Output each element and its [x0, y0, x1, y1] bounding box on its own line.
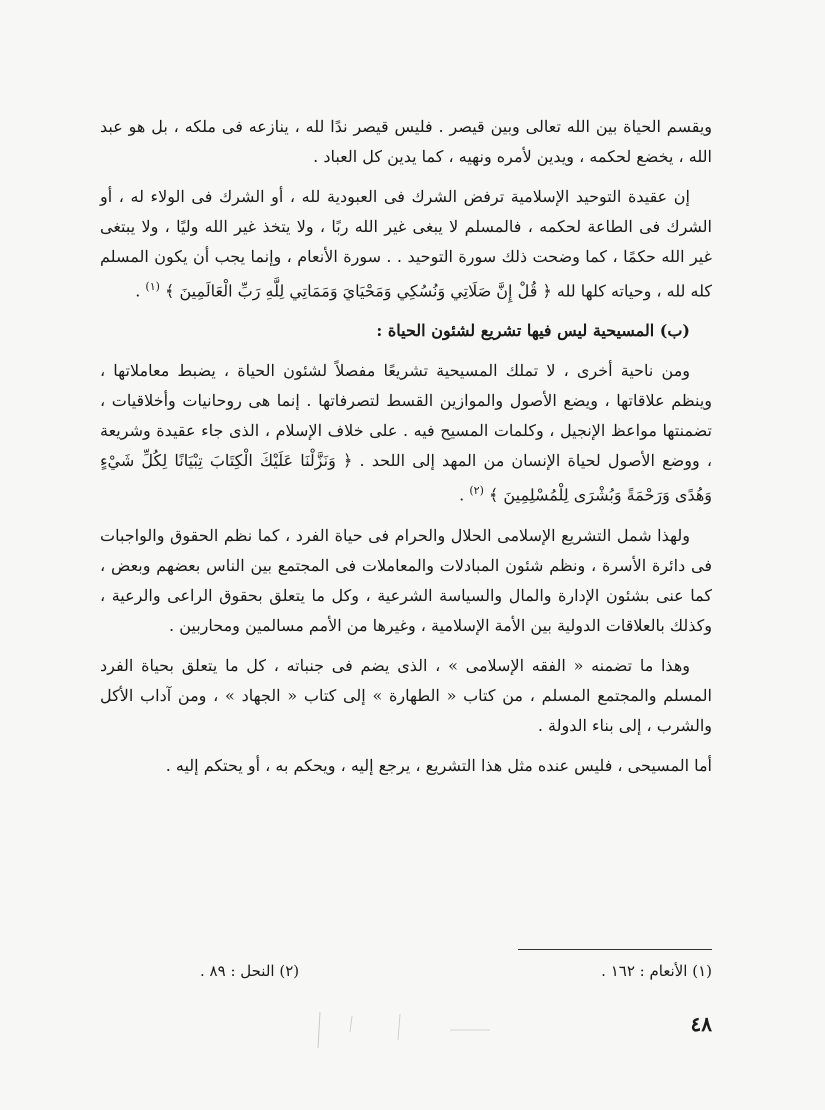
paragraph-2-text: إن عقيدة التوحيد الإسلامية ترفض الشرك فى العبودية لله ، أو الشرك فى الولاء له ، أو الشرك فى الطاعة لحكمه ، فالمسلم لا يبغى غير الله ربًا ، ولا يتخذ غير الله وليًا ، ولا يبتغى غير الله حكمًا ، كما وضحت ذلك سورة التوحيد . . سورة الأنعام ، وإنما يجب أن يكون المسلم كله لله ، وحياته كلها لله [100, 187, 712, 301]
paragraph-1-text: ويقسم الحياة بين الله تعالى وبين قيصر . فليس قيصر ندًا لله ، ينازعه فى ملكه ، بل هو عبد الله ، يخضع لحكمه ، ويدين لأمره ونهيه ، كما يدين كل العباد . [100, 117, 712, 166]
section-heading-text: (ب) المسيحية ليس فيها تشريع لشئون الحياة : [376, 321, 690, 341]
footnote-1: (١) الأنعام : ١٦٢ . [601, 962, 712, 980]
section-heading [100, 316, 712, 346]
footnote-divider [518, 949, 712, 950]
footnote-ref-2: (٢) [469, 484, 484, 498]
paragraph-4 [100, 521, 712, 641]
paragraph-6-text: أما المسيحى ، فليس عنده مثل هذا التشريع ، يرجع إليه ، ويحكم به ، أو يحتكم إليه . [165, 755, 712, 775]
scan-mark-line [318, 1012, 320, 1048]
paragraph-5 [100, 651, 712, 741]
paragraph-5-text: وهذا ما تضمنه « الفقه الإسلامى » ، الذى يضم فى جنباته ، كل ما يتعلق بحياة الفرد المسلم والمجتمع المسلم ، من كتاب « الطهارة » إلى كتاب « الجهاد » ، ومن آداب الأكل والشرب ، إلى بناء الدولة . [100, 655, 712, 735]
footnote-2: (٢) النحل : ٨٩ . [200, 962, 300, 980]
page-number: ٤٨ [690, 1012, 712, 1036]
paragraph-3-tail: . [459, 485, 465, 505]
paragraph-2-tail: . [135, 281, 141, 301]
paragraph-4-text: ولهذا شمل التشريع الإسلامى الحلال والحرام فى حياة الفرد ، كما نظم الحقوق والواجبات فى دائرة الأسرة ، ونظم شئون المبادلات والمعاملات فى المجتمع بين الناس بعضهم وبعض ، كما عنى بشئون الإدارة والمال والسياسة الشرعية ، وكل ما يتعلق بحقوق الراعى والرعية ، وكذلك بالعلاقات الدولية بين الأمة الإسلامية ، وغيرها من الأمم مسالمين ومحاربين . [100, 525, 713, 635]
footnotes [200, 962, 712, 980]
paragraph-3-text: ومن ناحية أخرى ، لا تملك المسيحية تشريعًا مفصلاً لشئون الحياة ، يضبط معاملاتها ، وينظم علاقاتها ، ويضع الأصول والموازين القسط لتصرفاتها . إنما هى روحانيات وأخلاقيات ، تضمنتها مواعظ الإنجيل ، وكلمات المسيح فيه . على خلاف الإسلام ، الذى جاء عقيدة وشريعة ، ووضع الأصول لحياة الإنسان من المهد إلى اللحد . [100, 361, 712, 471]
paragraph-3 [100, 356, 712, 510]
scan-mark-line [398, 1014, 400, 1040]
paragraph-6 [100, 751, 712, 781]
scan-marks [300, 1010, 500, 1050]
footnote-ref-1: (١) [145, 280, 160, 293]
quran-verse-1: ﴿ قُلْ إِنَّ صَلَاتِي وَنُسُكِي وَمَحْيَايَ وَمَمَاتِي لِلَّهِ رَبِّ الْعَالَمِينَ ﴾ [165, 281, 552, 301]
quran-verse-2: ﴿ وَنَزَّلْنَا عَلَيْكَ الْكِتَابَ تِبْيَانًا لِكُلِّ شَيْءٍ وَهُدًى وَرَحْمَةً وَبُشْرَى لِلْمُسْلِمِينَ ﴾ [100, 451, 712, 505]
paragraph-1 [100, 112, 712, 172]
paragraph-2 [100, 182, 712, 306]
scan-mark-line [350, 1016, 352, 1032]
body-text [100, 112, 712, 791]
